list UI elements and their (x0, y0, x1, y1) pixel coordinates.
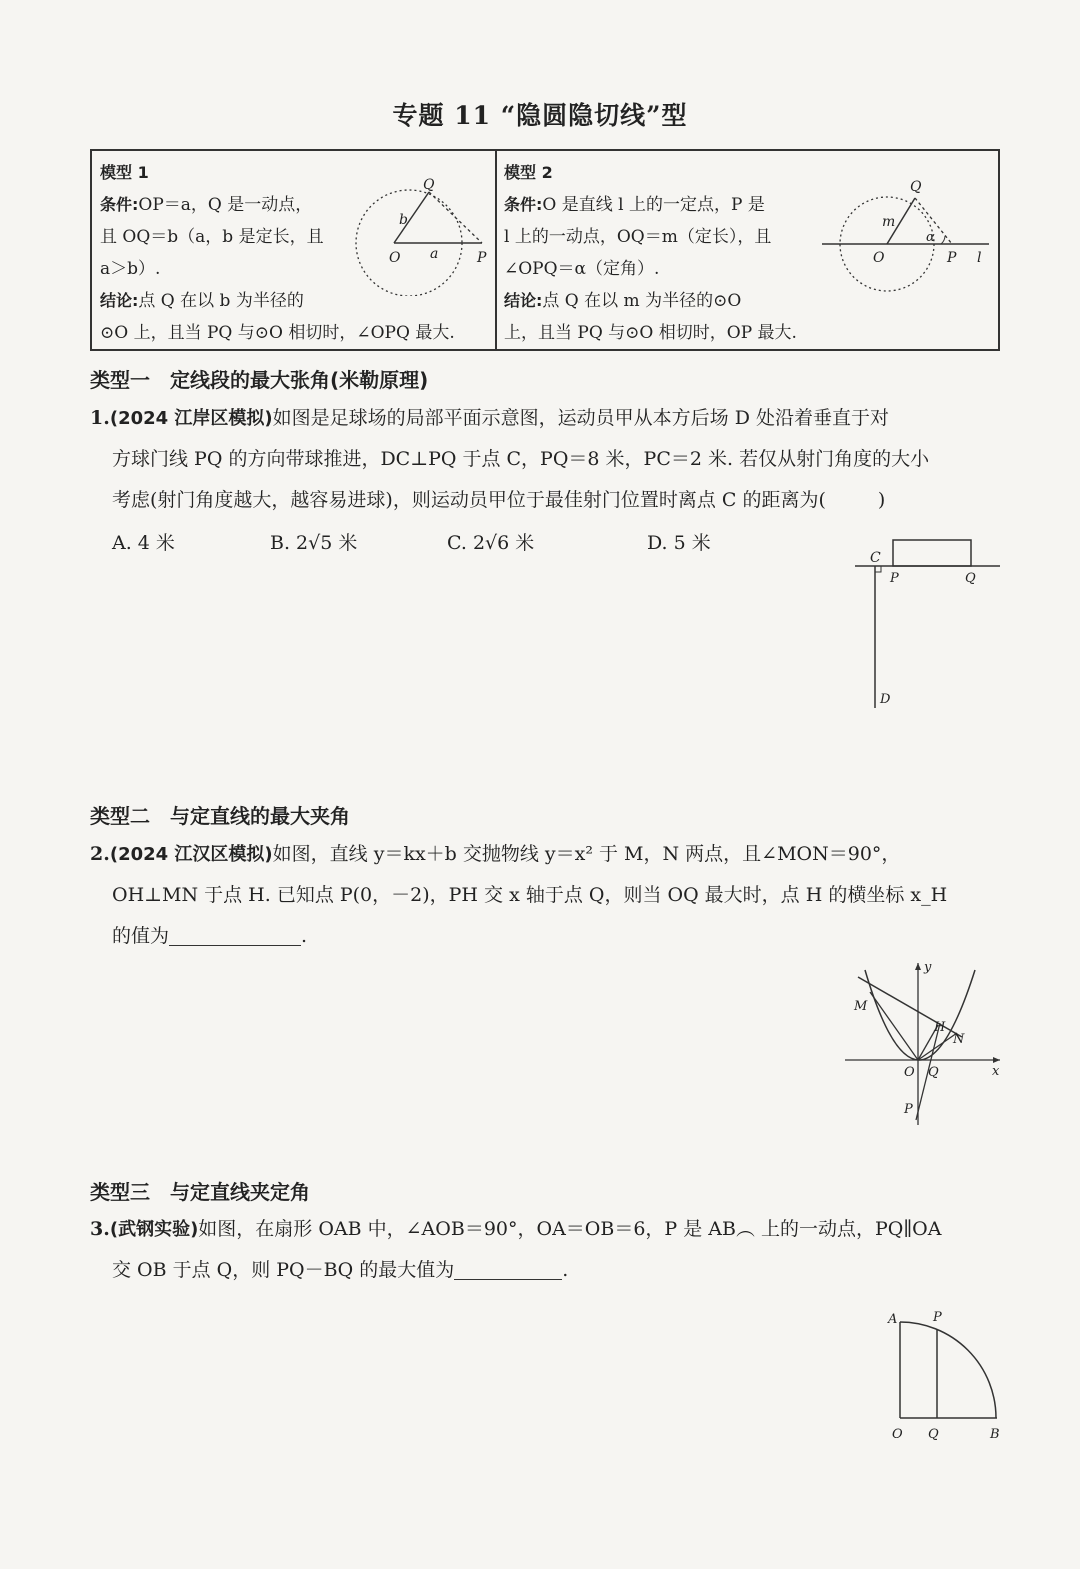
question-text: 考虑(射门角度越大，越容易进球)，则运动员甲位于最佳射门位置时离点 C 的距离为( (112, 489, 826, 511)
label-q: Q (965, 571, 976, 586)
model-1-heading: 模型 1 (100, 163, 149, 182)
question-3 (90, 1209, 1005, 1291)
models-table (90, 149, 1000, 351)
x-axis-arrow (993, 1057, 1000, 1063)
question-1 (90, 398, 1005, 521)
label-q: Q (928, 1065, 939, 1080)
label-n: N (953, 1032, 965, 1047)
model-1-line: OP＝a，Q 是一动点， (138, 195, 313, 215)
question-source: (武钢实验) (109, 1219, 199, 1240)
model-2-conc-label: 结论: (504, 291, 543, 310)
label-a: a (430, 246, 439, 262)
question-text: ) (877, 489, 886, 511)
question-source: (2024 江汉区模拟) (109, 844, 273, 865)
option-d[interactable]: D. 5 米 (647, 532, 711, 554)
question-number: 2. (90, 843, 110, 865)
label-d: D (880, 692, 891, 707)
label-o: O (873, 250, 885, 266)
question-text: 如图，在扇形 OAB 中，∠AOB＝90°，OA＝OB＝6，P 是 AB︵ 上的一动点，PQ∥OA (198, 1218, 942, 1240)
label-q: Q (928, 1427, 939, 1442)
q1-figure (850, 530, 1010, 715)
answer-blank[interactable] (169, 923, 301, 946)
model-2-conc: 上，且当 PQ 与⊙O 相切时，OP 最大. (504, 323, 797, 343)
option-b[interactable]: B. 2√5 米 (270, 532, 358, 554)
model-1-text (100, 157, 455, 349)
label-l: l (977, 250, 982, 266)
model-2-line: O 是直线 l 上的一定点，P 是 (542, 195, 765, 215)
label-alpha: α (926, 230, 935, 245)
question-text: 如图是足球场的局部平面示意图，运动员甲从本方后场 D 处沿着垂直于对 (272, 407, 889, 429)
label-b: B (990, 1427, 1000, 1442)
label-c: C (870, 550, 881, 566)
label-o: O (892, 1427, 903, 1442)
label-m: M (854, 999, 868, 1014)
model-1-line: a＞b）. (100, 259, 161, 279)
question-text: 的值为 (112, 925, 170, 947)
model-2-cond-label: 条件: (504, 195, 543, 214)
model-2-line: ∠OPQ＝α（定角）. (504, 259, 660, 279)
goal-box (893, 540, 971, 566)
question-text: 如图，直线 y＝kx＋b 交抛物线 y＝x² 于 M，N 两点，且∠MON＝90°， (272, 843, 901, 865)
right-angle-mark (875, 566, 881, 572)
label-a: A (888, 1312, 898, 1327)
angle-arc (941, 236, 945, 244)
question-text: OH⊥MN 于点 H. 已知点 P(0，－2)，PH 交 x 轴于点 Q，则当 OQ 最大时，点 H 的横坐标 x_H (112, 884, 948, 906)
model-1-line: 且 OQ＝b（a，b 是定长，且 (100, 227, 324, 247)
question-source: (2024 江岸区模拟) (109, 408, 273, 429)
section-heading-2: 类型二 与定直线的最大夹角 (90, 804, 350, 828)
segment-on (918, 1033, 957, 1060)
model-2-line: l 上的一动点，OQ＝m（定长），且 (504, 227, 772, 247)
question-text: . (562, 1259, 569, 1281)
label-p: P (904, 1102, 913, 1117)
section-heading-3: 类型三 与定直线夹定角 (90, 1180, 310, 1204)
section-heading-1: 类型一 定线段的最大张角(米勒原理) (90, 368, 429, 392)
arc-ab (900, 1322, 996, 1418)
question-number: 3. (90, 1218, 110, 1240)
label-p: P (933, 1310, 942, 1325)
question-text: 交 OB 于点 Q，则 PQ－BQ 的最大值为 (112, 1259, 455, 1281)
page-title: 专题 11 “隐圆隐切线”型 (392, 101, 688, 130)
model-2-figure (817, 176, 997, 296)
label-o: O (904, 1065, 915, 1080)
segment-pq (429, 192, 482, 243)
q3-figure (880, 1305, 1010, 1445)
q2-figure (840, 955, 1010, 1135)
label-b: b (399, 212, 408, 228)
answer-blank[interactable] (454, 1257, 562, 1280)
label-o: O (389, 250, 401, 266)
label-p: P (477, 250, 487, 266)
label-q: Q (423, 177, 435, 193)
question-text: 方球门线 PQ 的方向带球推进，DC⊥PQ 于点 C，PQ＝8 米，PC＝2 米. 若仅从射门角度的大小 (112, 448, 930, 470)
question-2 (90, 834, 1005, 957)
line-mn (858, 977, 962, 1037)
option-a[interactable]: A. 4 米 (112, 532, 175, 554)
question-text: . (301, 925, 308, 947)
label-p: P (890, 571, 899, 586)
model-1-conc: 点 Q 在以 b 为半径的 (138, 291, 304, 311)
model-1-conc: ⊙O 上，且当 PQ 与⊙O 相切时，∠OPQ 最大. (100, 323, 455, 343)
y-axis-arrow (915, 963, 921, 970)
label-p: P (947, 250, 957, 266)
label-m: m (882, 214, 896, 230)
option-c[interactable]: C. 2√6 米 (447, 532, 535, 554)
label-y: y (924, 960, 932, 975)
label-q: Q (910, 179, 922, 195)
model-2-heading: 模型 2 (504, 163, 553, 182)
model-2-conc: 点 Q 在以 m 为半径的⊙O (542, 291, 742, 311)
label-h: H (934, 1020, 946, 1035)
model-1-figure (347, 176, 497, 296)
label-x: x (992, 1064, 1000, 1079)
segment-om (870, 992, 918, 1060)
model-1-cond-label: 条件: (100, 195, 139, 214)
model-1-conc-label: 结论: (100, 291, 139, 310)
model-2-text (504, 157, 804, 349)
question-number: 1. (90, 407, 110, 429)
